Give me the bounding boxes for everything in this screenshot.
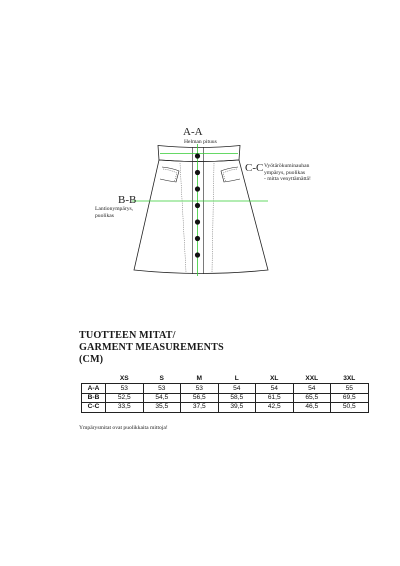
size-col-header: S xyxy=(159,375,164,383)
table-cell: 65,5 xyxy=(293,393,331,402)
table-cell: 52,5 xyxy=(106,393,144,402)
skirt-button xyxy=(195,236,200,241)
table-cell: 53 xyxy=(181,384,219,393)
cc-code-label: C-C xyxy=(245,162,264,174)
size-col-header: L xyxy=(234,375,239,383)
table-cell: 54 xyxy=(293,384,331,393)
row-label: A-A xyxy=(82,384,106,393)
heading-line-1: TUOTTEEN MITAT/ xyxy=(79,330,176,341)
table-cell: 56,5 xyxy=(181,393,219,402)
row-label: B-B xyxy=(82,393,106,402)
skirt-button xyxy=(195,219,200,224)
aa-code-label: A-A xyxy=(183,126,203,138)
table-cell: 53 xyxy=(143,384,181,393)
skirt-button xyxy=(195,153,200,158)
table-cell: 46,5 xyxy=(293,403,331,412)
size-header-row xyxy=(82,375,369,384)
bb-desc-line-2: puolikas xyxy=(95,212,114,219)
heading-line-3: (CM) xyxy=(79,353,104,365)
table-cell: 33,5 xyxy=(106,403,144,412)
table-cell: 37,5 xyxy=(181,403,219,412)
table-cell: 42,5 xyxy=(256,403,294,412)
table-cell: 55 xyxy=(331,384,369,393)
table-row xyxy=(82,403,369,412)
table-cell: 54 xyxy=(256,384,294,393)
measurements-heading xyxy=(79,330,224,365)
heading-line-2: GARMENT MEASUREMENTS xyxy=(79,341,224,353)
left-pocket-stitch xyxy=(163,169,177,181)
size-col-header: XS xyxy=(119,375,129,383)
left-pocket xyxy=(160,167,179,182)
table-cell: 69,5 xyxy=(331,393,369,402)
right-pocket xyxy=(221,167,240,182)
bb-desc-line-1: Lantionympärys, xyxy=(95,206,134,212)
size-col-header: 3XL xyxy=(343,375,356,383)
cc-desc-line-1: Vyötärökuminauhan xyxy=(264,163,310,169)
cc-desc-label xyxy=(264,163,311,183)
table-cell: 54 xyxy=(218,384,256,393)
row-label: C-C xyxy=(82,403,106,412)
table-corner xyxy=(82,375,106,384)
table-cell: 58,5 xyxy=(218,393,256,402)
table-cell: 61,5 xyxy=(256,393,294,402)
side-stitch-left xyxy=(180,163,186,272)
bb-code-label: B-B xyxy=(118,194,137,206)
cc-desc-line-3: - mitta venyttämättä! xyxy=(264,176,311,183)
skirt-button xyxy=(195,170,200,175)
skirt-button xyxy=(195,252,200,257)
skirt-button xyxy=(195,186,200,191)
table-row xyxy=(82,384,369,393)
cc-desc-line-2: ympärys, puolikas xyxy=(264,169,306,176)
skirt-button xyxy=(195,203,200,208)
side-stitch-right xyxy=(212,163,214,272)
bb-desc-label xyxy=(95,206,133,219)
table-cell: 35,5 xyxy=(143,403,181,412)
table-cell: 53 xyxy=(106,384,144,393)
skirt-body xyxy=(134,160,268,274)
table-cell: 39,5 xyxy=(218,403,256,412)
size-table xyxy=(81,375,369,413)
measurement-note: Ympärysmitat ovat puolikkaita mittoja! xyxy=(79,425,168,431)
size-col-header: M xyxy=(196,375,202,383)
table-cell: 50,5 xyxy=(331,403,369,412)
aa-desc-label: Helman pituus xyxy=(184,139,217,145)
size-col-header: XXL xyxy=(305,375,319,383)
size-col-header: XL xyxy=(270,375,279,383)
table-cell: 54,5 xyxy=(143,393,181,402)
table-row xyxy=(82,393,369,402)
right-pocket-stitch xyxy=(223,169,237,181)
